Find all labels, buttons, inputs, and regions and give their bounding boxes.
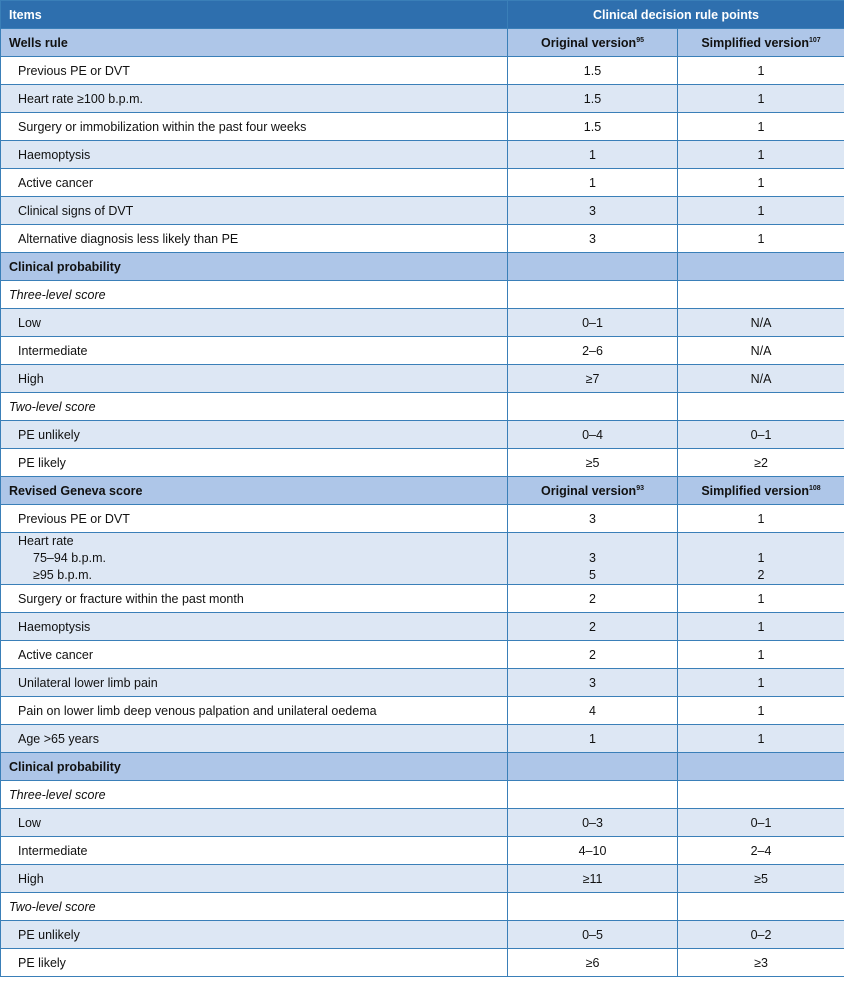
row-item: Intermediate (1, 837, 508, 865)
row-simplified: ≥3 (678, 949, 844, 977)
row-original: 3 (508, 197, 678, 225)
geneva-original-header: Original version$^{93}$ (508, 477, 678, 505)
row-item: Intermediate (1, 337, 508, 365)
row-item: Haemoptysis (1, 613, 508, 641)
row-simplified: 1 (678, 697, 844, 725)
table-row (1, 197, 844, 225)
table-row (1, 809, 844, 837)
row-original: ≥6 (508, 949, 678, 977)
table-row (1, 169, 844, 197)
row-item: Pain on lower limb deep venous palpation and unilateral oedema (1, 697, 508, 725)
subheading-row (1, 281, 844, 309)
row-simplified: 0–1 (678, 421, 844, 449)
geneva-probability-row (1, 753, 844, 781)
table-row (1, 585, 844, 613)
wells-title: Wells rule (1, 29, 508, 57)
row-item: Alternative diagnosis less likely than PE (1, 225, 508, 253)
table-row (1, 921, 844, 949)
row-original: 2–6 (508, 337, 678, 365)
table-header-row (1, 1, 844, 29)
row-original: 1 (508, 725, 678, 753)
row-simplified: 2–4 (678, 837, 844, 865)
heart-rate-row (1, 533, 844, 585)
row-simplified: N/A (678, 309, 844, 337)
row-original: 1.5 (508, 113, 678, 141)
row-item: PE likely (1, 949, 508, 977)
row-item: Haemoptysis (1, 141, 508, 169)
row-simplified: 1 (678, 725, 844, 753)
row-item: Active cancer (1, 169, 508, 197)
row-original: 2 (508, 585, 678, 613)
geneva-title: Revised Geneva score (1, 477, 508, 505)
row-original: ≥7 (508, 365, 678, 393)
table-row (1, 365, 844, 393)
row-item: Age >65 years (1, 725, 508, 753)
row-item: PE likely (1, 449, 508, 477)
table-row (1, 865, 844, 893)
table-row (1, 421, 844, 449)
row-simplified: 1 (678, 169, 844, 197)
row-item: High (1, 865, 508, 893)
three-level-label: Three-level score (1, 781, 508, 809)
row-original: 3 (508, 225, 678, 253)
table-row (1, 613, 844, 641)
row-simplified: 1 (678, 225, 844, 253)
row-simplified: 1 (678, 85, 844, 113)
table-row (1, 669, 844, 697)
row-original: 4 (508, 697, 678, 725)
probability-title: Clinical probability (1, 253, 508, 281)
row-item: Low (1, 809, 508, 837)
row-item: Heart rate 75–94 b.p.m. ≥95 b.p.m. (1, 533, 508, 585)
row-original: 0–4 (508, 421, 678, 449)
wells-section-row (1, 29, 844, 57)
row-item: Active cancer (1, 641, 508, 669)
row-simplified: 1 (678, 505, 844, 533)
table-row (1, 337, 844, 365)
row-item: High (1, 365, 508, 393)
row-simplified: 1 (678, 613, 844, 641)
row-item: Surgery or fracture within the past month (1, 585, 508, 613)
row-original: 4–10 (508, 837, 678, 865)
subheading-row (1, 781, 844, 809)
row-original: 0–3 (508, 809, 678, 837)
row-item: Heart rate ≥100 b.p.m. (1, 85, 508, 113)
row-simplified: 0–1 (678, 809, 844, 837)
row-original: 1 (508, 141, 678, 169)
row-item: PE unlikely (1, 921, 508, 949)
geneva-simplified-header: Simplified version$^{108}$ (678, 477, 844, 505)
row-original: ≥5 (508, 449, 678, 477)
subheading-row (1, 893, 844, 921)
table-row (1, 57, 844, 85)
table-row (1, 697, 844, 725)
table-row (1, 113, 844, 141)
table-row (1, 949, 844, 977)
wells-original-header: Original version$^{95}$ (508, 29, 678, 57)
wells-simplified-header: Simplified version$^{107}$ (678, 29, 844, 57)
row-original: 2 (508, 641, 678, 669)
row-simplified: 0–2 (678, 921, 844, 949)
table-row (1, 725, 844, 753)
row-item: Unilateral lower limb pain (1, 669, 508, 697)
three-level-label: Three-level score (1, 281, 508, 309)
row-simplified: 1 (678, 641, 844, 669)
table-row (1, 837, 844, 865)
table-row (1, 225, 844, 253)
row-original: ≥11 (508, 865, 678, 893)
row-original: 1.5 (508, 57, 678, 85)
items-header: Items (1, 1, 508, 29)
table-row (1, 141, 844, 169)
row-item: Previous PE or DVT (1, 505, 508, 533)
row-original: 1 (508, 169, 678, 197)
table-row (1, 85, 844, 113)
row-simplified: 1 (678, 197, 844, 225)
table-row (1, 641, 844, 669)
row-original: 3 (508, 669, 678, 697)
row-original: 0–5 (508, 921, 678, 949)
row-simplified: 1 (678, 669, 844, 697)
row-simplified: ≥5 (678, 865, 844, 893)
two-level-label: Two-level score (1, 893, 508, 921)
row-simplified: 1 2 (678, 533, 844, 585)
row-item: Previous PE or DVT (1, 57, 508, 85)
row-simplified: N/A (678, 337, 844, 365)
subheading-row (1, 393, 844, 421)
two-level-label: Two-level score (1, 393, 508, 421)
wells-probability-row (1, 253, 844, 281)
row-simplified: 1 (678, 585, 844, 613)
table-row (1, 505, 844, 533)
points-header: Clinical decision rule points (508, 1, 844, 29)
table-row (1, 449, 844, 477)
table-row (1, 309, 844, 337)
probability-title: Clinical probability (1, 753, 508, 781)
geneva-section-row (1, 477, 844, 505)
row-original: 3 (508, 505, 678, 533)
row-simplified: 1 (678, 141, 844, 169)
row-simplified: 1 (678, 113, 844, 141)
row-original: 2 (508, 613, 678, 641)
row-original: 3 5 (508, 533, 678, 585)
row-simplified: 1 (678, 57, 844, 85)
row-original: 0–1 (508, 309, 678, 337)
row-original: 1.5 (508, 85, 678, 113)
row-simplified: N/A (678, 365, 844, 393)
row-simplified: ≥2 (678, 449, 844, 477)
row-item: Clinical signs of DVT (1, 197, 508, 225)
row-item: Surgery or immobilization within the past four weeks (1, 113, 508, 141)
row-item: PE unlikely (1, 421, 508, 449)
row-item: Low (1, 309, 508, 337)
